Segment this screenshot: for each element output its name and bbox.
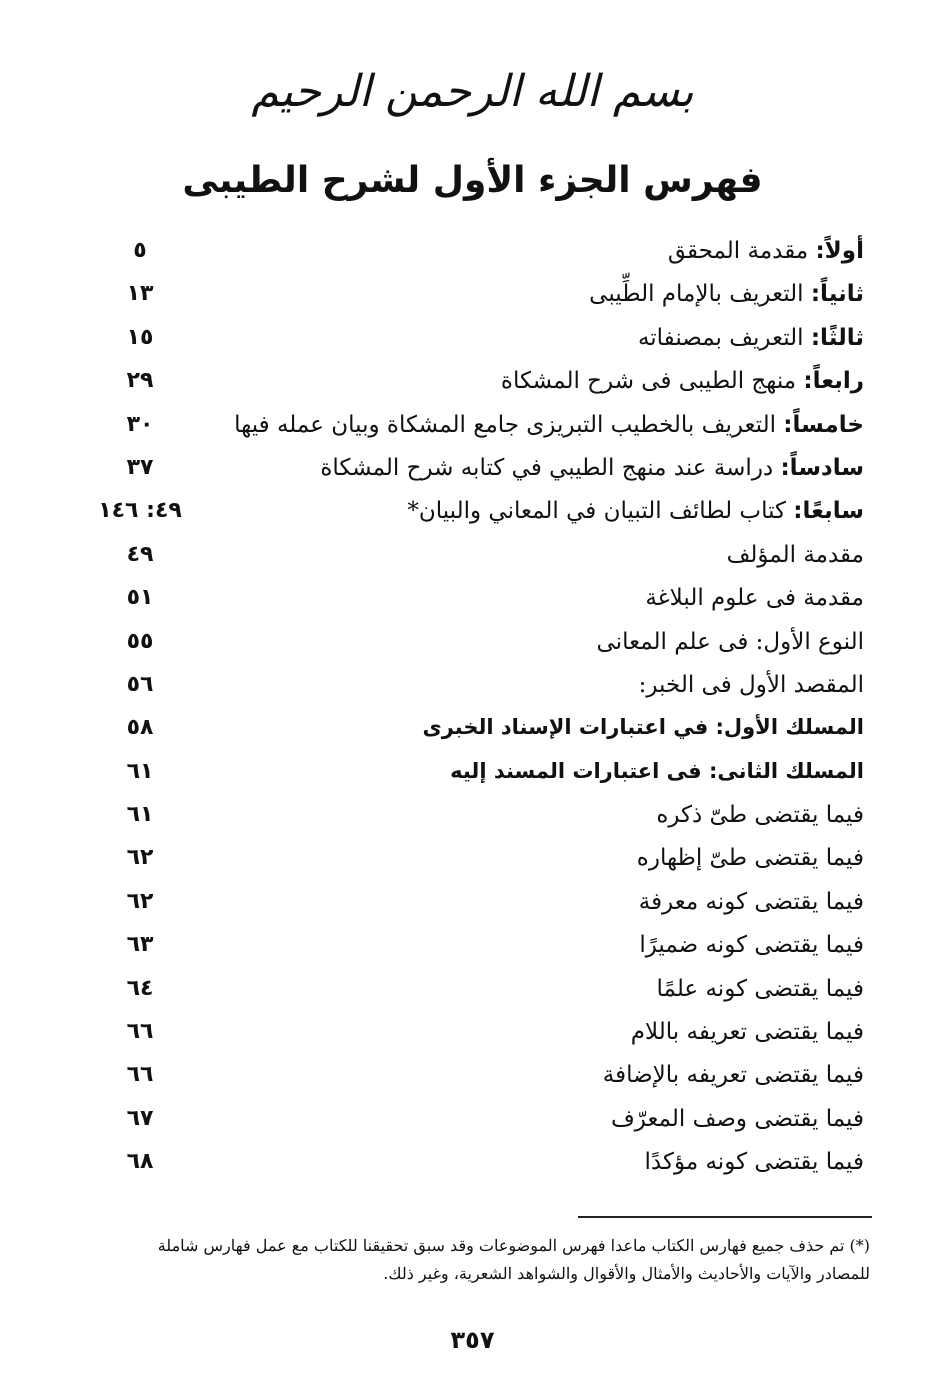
toc-entry-text: المسلك الثانى: فى اعتبارات المسند إليه	[450, 758, 864, 783]
toc-row	[70, 362, 870, 405]
toc-page-number: ١٣	[126, 281, 154, 307]
toc-page-number: ٦٨	[126, 1149, 154, 1175]
toc-entry-text: فيما يقتضى كونه ضميرًا	[639, 932, 864, 959]
table-of-contents	[70, 232, 870, 1187]
toc-page-number: ٦٣	[126, 932, 154, 958]
toc-page-number: ٦١	[126, 758, 154, 784]
toc-page-number: ٥١	[126, 585, 154, 611]
basmala-heading: بسم الله الرحمن الرحيم	[251, 66, 694, 117]
toc-entry	[639, 932, 864, 958]
toc-entry-text: مقدمة المحقق	[667, 238, 816, 264]
toc-page-number: ٤٩: ١٤٦	[98, 498, 182, 524]
toc-entry	[668, 238, 864, 264]
toc-row	[70, 970, 870, 1013]
toc-row	[70, 579, 870, 622]
toc-entry	[657, 976, 864, 1002]
toc-page-number: ٦٢	[126, 888, 154, 914]
toc-row	[70, 275, 870, 318]
toc-entry	[407, 498, 864, 524]
toc-entry-text: فيما يقتضى طىّ ذكره	[656, 802, 864, 829]
toc-entry-text: المقصد الأول فى الخبر:	[638, 671, 864, 698]
toc-entry	[637, 845, 864, 871]
toc-entry	[611, 1106, 864, 1132]
toc-page-number: ٦١	[126, 802, 154, 828]
toc-row	[70, 839, 870, 882]
footnote-line: للمصادر والآيات والأحاديث والأمثال والأقوال والشواهد الشعرية، وغير ذلك.	[383, 1264, 870, 1283]
toc-entry	[320, 455, 864, 481]
toc-row	[70, 883, 870, 926]
toc-row	[70, 623, 870, 666]
toc-page-number: ٦٦	[126, 1019, 154, 1045]
footnote-divider	[578, 1216, 872, 1218]
toc-entry-label: سابعًا:	[793, 498, 864, 525]
toc-entry-text: فيما يقتضى طىّ إظهاره	[636, 845, 864, 872]
toc-entry-label: أولاً:	[815, 238, 864, 264]
toc-page-number: ٥	[133, 238, 147, 263]
toc-entry-label: ثانياً:	[810, 281, 864, 308]
toc-page-number: ٦٢	[126, 845, 154, 871]
toc-entry-text: التعريف بالخطيب التبريزى جامع المشكاة وبيان عمله فيها	[234, 411, 784, 438]
toc-entry	[422, 715, 864, 739]
toc-entry-label: ثالثًا:	[810, 324, 864, 351]
toc-entry-label: خامساً:	[783, 411, 864, 438]
toc-row	[70, 1143, 870, 1186]
toc-entry-text: المسلك الأول: في اعتبارات الإسناد الخبرى	[422, 715, 864, 740]
toc-entry-text: كتاب لطائف التبيان في المعاني والبيان*	[407, 498, 794, 525]
toc-row	[70, 449, 870, 492]
toc-entry	[631, 1019, 864, 1045]
toc-row	[70, 1100, 870, 1143]
toc-page-number: ١٥	[126, 324, 154, 350]
toc-entry	[645, 585, 864, 611]
footnote-line: (*) تم حذف جميع فهارس الكتاب ماعدا فهرس الموضوعات وقد سبق تحقيقنا للكتاب مع عمل فهارس شاملة	[157, 1236, 870, 1255]
toc-entry	[656, 802, 864, 828]
toc-page-number: ٥٥	[126, 628, 154, 654]
toc-entry-text: فيما يقتضى وصف المعرّف	[610, 1105, 864, 1132]
toc-row	[70, 709, 870, 752]
toc-entry	[450, 759, 864, 783]
toc-page-number: ٦٤	[126, 975, 154, 1001]
toc-entry	[639, 889, 864, 915]
toc-entry-text: التعريف بالإمام الطِّيبى	[589, 281, 811, 308]
toc-entry	[234, 412, 864, 438]
footnote	[70, 1232, 870, 1288]
toc-entry-text: فيما يقتضى كونه معرفة	[638, 888, 864, 915]
toc-row	[70, 319, 870, 362]
page-number: ٣٥٧	[450, 1326, 495, 1354]
toc-row	[70, 926, 870, 969]
toc-entry	[603, 1062, 864, 1088]
toc-entry-text: فيما يقتضى تعريفه باللام	[630, 1019, 864, 1046]
page-title: فهرس الجزء الأول لشرح الطيبى	[182, 160, 763, 201]
toc-entry-text: فيما يقتضى كونه علمًا	[656, 975, 864, 1002]
toc-row	[70, 1056, 870, 1099]
toc-page-number: ٦٦	[126, 1062, 154, 1088]
toc-page-number: ٢٩	[126, 368, 154, 394]
toc-page-number: ٥٦	[126, 671, 154, 697]
toc-entry-label: سادساً:	[780, 454, 864, 481]
toc-page-number: ٣٧	[126, 454, 154, 480]
toc-entry-text: منهج الطيبى فى شرح المشكاة	[500, 368, 804, 395]
toc-entry-label: رابعاً:	[803, 368, 864, 395]
toc-entry	[727, 542, 864, 568]
toc-row	[70, 492, 870, 535]
toc-entry	[645, 1149, 864, 1175]
toc-row	[70, 796, 870, 839]
toc-row	[70, 666, 870, 709]
toc-entry-text: دراسة عند منهج الطيبي في كتابه شرح المشكاة	[320, 454, 781, 481]
toc-row	[70, 406, 870, 449]
toc-entry-text: مقدمة فى علوم البلاغة	[645, 585, 864, 612]
toc-entry	[501, 368, 864, 394]
toc-entry	[597, 629, 864, 655]
toc-row	[70, 232, 870, 275]
toc-entry-text: فيما يقتضى تعريفه بالإضافة	[602, 1062, 864, 1089]
toc-entry	[589, 281, 864, 307]
toc-entry-text: مقدمة المؤلف	[726, 541, 864, 568]
toc-row	[70, 1013, 870, 1056]
toc-entry	[639, 672, 864, 698]
toc-page-number: ٥٨	[126, 715, 154, 741]
toc-row	[70, 536, 870, 579]
toc-entry-text: التعريف بمصنفاته	[637, 324, 811, 351]
toc-entry	[638, 325, 864, 351]
toc-row	[70, 753, 870, 796]
toc-page-number: ٦٧	[126, 1105, 154, 1131]
toc-page-number: ٣٠	[126, 411, 154, 437]
toc-entry-text: النوع الأول: فى علم المعانى	[596, 628, 864, 655]
toc-page-number: ٤٩	[126, 541, 154, 567]
toc-entry-text: فيما يقتضى كونه مؤكدًا	[644, 1149, 864, 1176]
